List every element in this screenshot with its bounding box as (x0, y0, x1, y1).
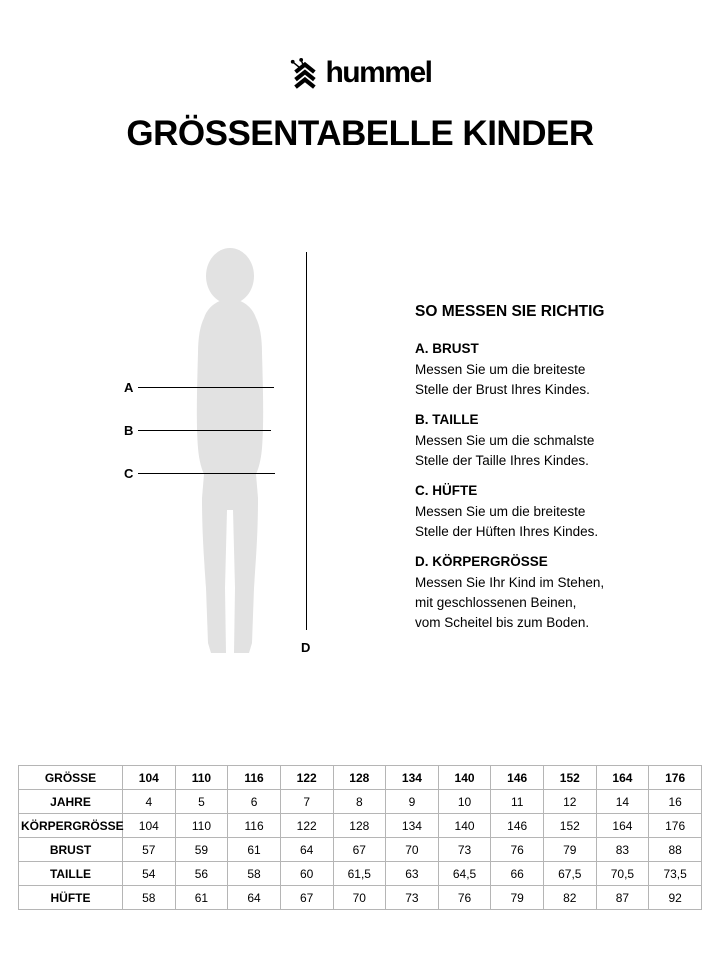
measure-label-a: A (124, 380, 134, 395)
instruction-text-line: Messen Sie um die breiteste (415, 362, 586, 377)
measure-label-b: B (124, 423, 134, 438)
instruction-title: C. HÜFTE (415, 483, 478, 498)
size-cell: 164 (596, 814, 649, 838)
size-cell: 122 (280, 766, 333, 790)
size-cell: 104 (123, 814, 176, 838)
size-cell: 134 (386, 766, 439, 790)
size-cell: 66 (491, 862, 544, 886)
logo-wordmark: hummel (325, 56, 432, 89)
size-cell: 76 (491, 838, 544, 862)
size-cell: 140 (438, 766, 491, 790)
table-row (19, 886, 702, 910)
instruction-item (415, 341, 630, 400)
row-label: TAILLE (19, 862, 123, 886)
size-cell: 9 (386, 790, 439, 814)
size-cell: 176 (649, 814, 702, 838)
instruction-item (415, 412, 630, 471)
size-cell: 12 (544, 790, 597, 814)
size-cell: 57 (123, 838, 176, 862)
size-table-body (19, 766, 702, 910)
size-cell: 10 (438, 790, 491, 814)
height-label-d: D (301, 640, 311, 655)
size-cell: 110 (175, 766, 228, 790)
size-cell: 11 (491, 790, 544, 814)
size-cell: 128 (333, 766, 386, 790)
size-cell: 67 (280, 886, 333, 910)
size-cell: 152 (544, 814, 597, 838)
size-cell: 61 (228, 838, 281, 862)
instruction-text-line: Messen Sie um die breiteste (415, 504, 586, 519)
size-cell: 146 (491, 766, 544, 790)
size-cell: 116 (228, 814, 281, 838)
size-cell: 59 (175, 838, 228, 862)
page-title: GRÖSSENTABELLE KINDER (126, 114, 594, 153)
size-cell: 64,5 (438, 862, 491, 886)
instruction-item (415, 483, 630, 542)
size-cell: 70 (386, 838, 439, 862)
size-cell: 67,5 (544, 862, 597, 886)
instruction-text-line: vom Scheitel bis zum Boden. (415, 615, 590, 630)
measure-label-c: C (124, 466, 134, 481)
instruction-title: A. BRUST (415, 341, 479, 356)
table-row (19, 790, 702, 814)
row-label: JAHRE (19, 790, 123, 814)
size-cell: 4 (123, 790, 176, 814)
size-cell: 61 (175, 886, 228, 910)
size-cell: 8 (333, 790, 386, 814)
size-table (18, 765, 702, 910)
size-cell: 73 (386, 886, 439, 910)
size-cell: 58 (123, 886, 176, 910)
instruction-text-line: mit geschlossenen Beinen, (415, 595, 577, 610)
instructions-list (415, 341, 630, 633)
instruction-text-line: Stelle der Hüften Ihres Kindes. (415, 524, 599, 539)
instruction-text-line: Messen Sie um die schmalste (415, 433, 595, 448)
size-cell: 73,5 (649, 862, 702, 886)
size-cell: 128 (333, 814, 386, 838)
table-row (19, 814, 702, 838)
size-cell: 58 (228, 862, 281, 886)
size-cell: 64 (228, 886, 281, 910)
size-cell: 16 (649, 790, 702, 814)
size-cell: 164 (596, 766, 649, 790)
instruction-item (415, 554, 630, 633)
size-cell: 73 (438, 838, 491, 862)
measure-line-a (138, 387, 274, 388)
size-cell: 87 (596, 886, 649, 910)
size-cell: 5 (175, 790, 228, 814)
size-cell: 134 (386, 814, 439, 838)
measuring-instructions (415, 303, 630, 645)
instruction-text-line: Stelle der Brust Ihres Kindes. (415, 382, 590, 397)
size-cell: 92 (649, 886, 702, 910)
hummel-logo (0, 56, 720, 90)
size-cell: 64 (280, 838, 333, 862)
instruction-title: B. TAILLE (415, 412, 479, 427)
size-cell: 70 (333, 886, 386, 910)
instruction-text-line: Messen Sie Ihr Kind im Stehen, (415, 575, 605, 590)
row-label: HÜFTE (19, 886, 123, 910)
size-cell: 70,5 (596, 862, 649, 886)
size-cell: 116 (228, 766, 281, 790)
hummel-bee-icon (288, 57, 320, 89)
size-cell: 61,5 (333, 862, 386, 886)
size-cell: 122 (280, 814, 333, 838)
size-cell: 76 (438, 886, 491, 910)
size-cell: 14 (596, 790, 649, 814)
size-cell: 82 (544, 886, 597, 910)
size-cell: 7 (280, 790, 333, 814)
size-cell: 88 (649, 838, 702, 862)
size-cell: 140 (438, 814, 491, 838)
size-cell: 110 (175, 814, 228, 838)
row-label: BRUST (19, 838, 123, 862)
size-cell: 83 (596, 838, 649, 862)
size-cell: 79 (491, 886, 544, 910)
instruction-title: D. KÖRPERGRÖSSE (415, 554, 548, 569)
size-cell: 60 (280, 862, 333, 886)
size-cell: 56 (175, 862, 228, 886)
measure-line-c (138, 473, 275, 474)
size-cell: 152 (544, 766, 597, 790)
size-cell: 67 (333, 838, 386, 862)
size-cell: 79 (544, 838, 597, 862)
size-cell: 104 (123, 766, 176, 790)
child-silhouette (178, 248, 288, 663)
measure-line-b (138, 430, 271, 431)
row-label: GRÖSSE (19, 766, 123, 790)
table-row (19, 862, 702, 886)
size-cell: 54 (123, 862, 176, 886)
size-cell: 63 (386, 862, 439, 886)
instruction-text-line: Stelle der Taille Ihres Kindes. (415, 453, 589, 468)
table-row (19, 838, 702, 862)
height-line (306, 252, 307, 630)
row-label: KÖRPERGRÖSSE (19, 814, 123, 838)
table-row (19, 766, 702, 790)
size-cell: 176 (649, 766, 702, 790)
instructions-heading: SO MESSEN SIE RICHTIG (415, 303, 605, 320)
size-cell: 146 (491, 814, 544, 838)
size-cell: 6 (228, 790, 281, 814)
